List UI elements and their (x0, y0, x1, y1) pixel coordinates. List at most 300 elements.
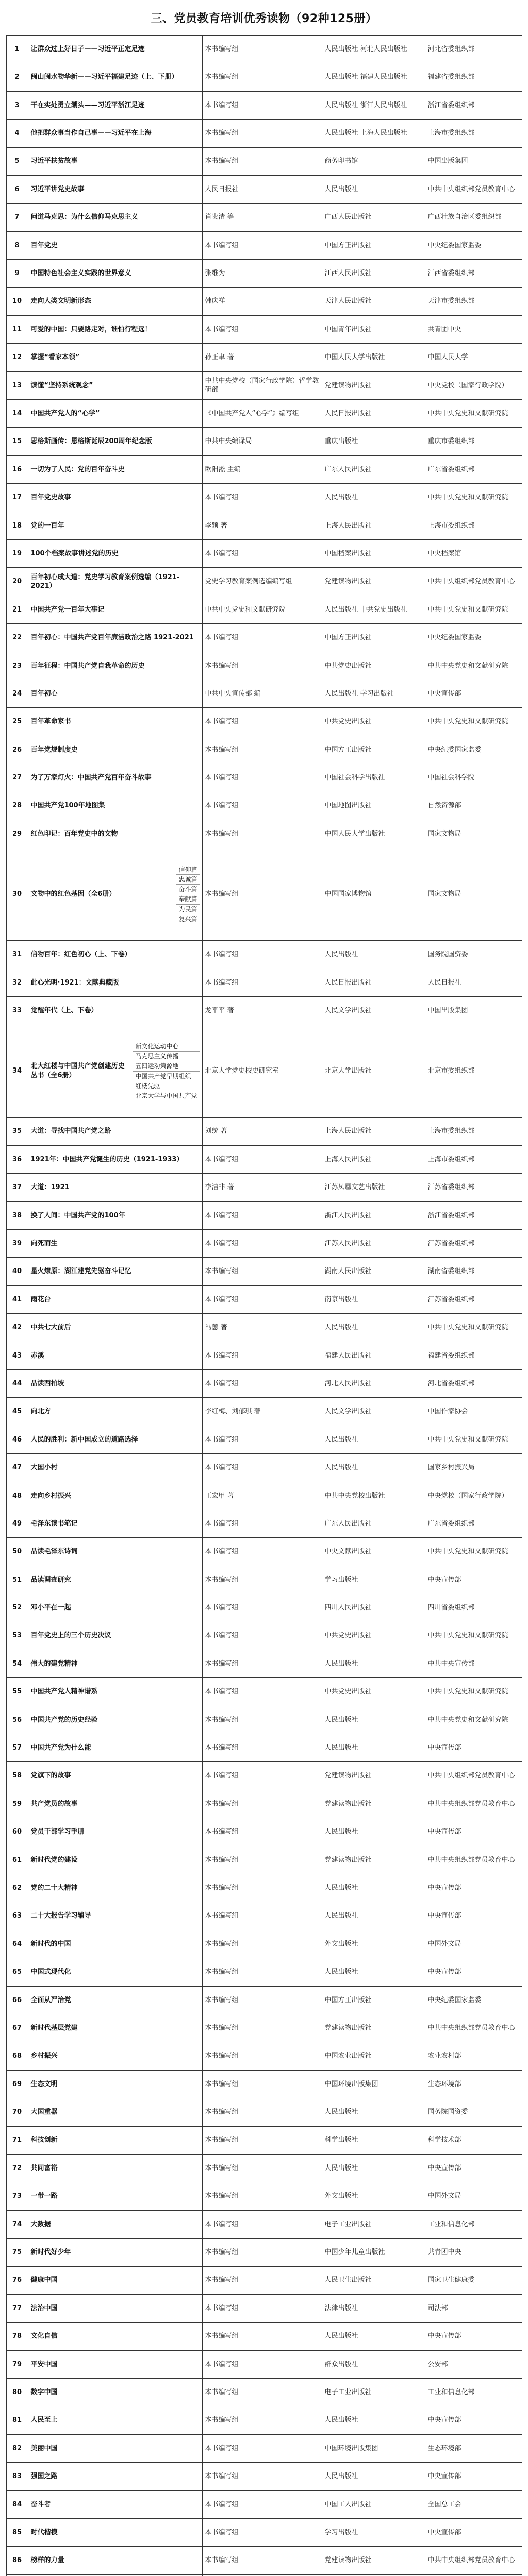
book-publisher: 中国地图出版社 (322, 792, 425, 820)
book-author: 人民日报社 (202, 175, 322, 203)
book-publisher: 人民出版社 (322, 1874, 425, 1902)
row-number: 85 (6, 2519, 28, 2547)
book-title: 时代楷模 (28, 2519, 202, 2547)
row-number: 11 (6, 315, 28, 343)
row-number: 25 (6, 708, 28, 736)
book-title: 党的二十大精神 (28, 1874, 202, 1902)
recommending-org: 中共中央党史和文献研究院 (425, 1538, 522, 1566)
book-author: 本书编写组 (202, 1258, 322, 1285)
book-publisher: 人民出版社 (322, 484, 425, 512)
recommending-org: 中央宣传部 (425, 2463, 522, 2490)
recommending-org: 生态环境部 (425, 2434, 522, 2462)
book-author: 《中国共产党人“心学”》编写组 (202, 400, 322, 428)
row-number: 39 (6, 1230, 28, 1258)
table-row (6, 2042, 522, 2070)
book-publisher: 人民出版社 (322, 1902, 425, 1930)
book-author: 本书编写组 (202, 2042, 322, 2070)
book-title: 健康中国 (28, 2266, 202, 2294)
book-author: 冯蕙 著 (202, 1314, 322, 1342)
book-author: 本书编写组 (202, 36, 322, 63)
recommending-org: 人民日报社 (425, 969, 522, 996)
book-title: 百年征程：中国共产党自我革命的历史 (28, 652, 202, 680)
book-title: 一切为了人民：党的百年奋斗史 (28, 455, 202, 483)
book-author: 本书编写组 (202, 2379, 322, 2406)
book-title: 北大红楼与中国共产党创建历史丛书（全6册） (30, 1062, 125, 1079)
book-title: 中国共产党一百年大事记 (28, 596, 202, 623)
book-title: 党旗下的故事 (28, 1762, 202, 1790)
row-number: 1 (6, 36, 28, 63)
book-publisher: 法律出版社 (322, 2294, 425, 2322)
row-number: 26 (6, 736, 28, 764)
book-title-cell (28, 848, 202, 941)
book-title: 此心光明·1921：文献典藏版 (28, 969, 202, 996)
book-author: 本书编写组 (202, 2014, 322, 2042)
book-author: 本书编写组 (202, 1986, 322, 2014)
recommending-org: 国务院国资委 (425, 941, 522, 969)
recommending-org: 中共中央党史和文献研究院 (425, 1314, 522, 1342)
book-publisher: 人民出版社 (322, 175, 425, 203)
book-author: 中共中央党史和文献研究院 (202, 596, 322, 623)
book-author: 本书编写组 (202, 1958, 322, 1986)
book-author: 本书编写组 (202, 2350, 322, 2378)
volume-title: 北京大学与中国共产党 (135, 1092, 197, 1099)
book-title: 可爱的中国：只要路走对，谁怕行程远！ (28, 315, 202, 343)
table-row (6, 624, 522, 652)
table-row (6, 2490, 522, 2518)
recommending-org: 中央宣传部 (425, 680, 522, 707)
table-row (6, 1025, 522, 1117)
table-row (6, 1426, 522, 1453)
book-publisher: 外文出版社 (322, 2182, 425, 2210)
recommending-org: 中共中央组织部党员教育中心 (425, 2014, 522, 2042)
table-row (6, 455, 522, 483)
row-number: 9 (6, 260, 28, 287)
row-number: 56 (6, 1706, 28, 1734)
row-number: 49 (6, 1510, 28, 1537)
row-number: 50 (6, 1538, 28, 1566)
book-author: 本书编写组 (202, 2154, 322, 2182)
book-title: 生态文明 (28, 2070, 202, 2098)
book-publisher: 江苏凤凰文艺出版社 (322, 1174, 425, 1201)
book-author: 本书编写组 (202, 2182, 322, 2210)
book-author: 本书编写组 (202, 1454, 322, 1482)
row-number: 76 (6, 2266, 28, 2294)
book-title: 百年党规制度史 (28, 736, 202, 764)
table-row (6, 1454, 522, 1482)
book-publisher: 江西人民出版社 (322, 260, 425, 287)
recommending-org: 中共中央党史和文献研究院 (425, 484, 522, 512)
book-author: 本书编写组 (202, 1678, 322, 1706)
table-row (6, 287, 522, 315)
book-author: 本书编写组 (202, 792, 322, 820)
book-author: 中共中央宣传部 编 (202, 680, 322, 707)
recommending-org: 中央宣传部 (425, 2406, 522, 2434)
book-author: 李洁非 著 (202, 1174, 322, 1201)
table-row (6, 1258, 522, 1285)
book-title: 共产党员的故事 (28, 1790, 202, 1818)
row-number: 64 (6, 1930, 28, 1958)
book-publisher: 人民出版社 (322, 2154, 425, 2182)
recommending-org: 中央纪委国家监委 (425, 1986, 522, 2014)
table-row (6, 1370, 522, 1398)
book-author: 本书编写组 (202, 1370, 322, 1398)
recommending-org: 中国作家协会 (425, 1398, 522, 1426)
book-author: 本书编写组 (202, 1201, 322, 1229)
book-author: 本书编写组 (202, 120, 322, 147)
recommending-org: 浙江省委组织部 (425, 91, 522, 119)
reading-list-table (6, 35, 522, 2576)
book-publisher: 群众出版社 (322, 2350, 425, 2378)
recommending-org: 中共中央党史和文献研究院 (425, 1706, 522, 1734)
book-title: 党员干部学习手册 (28, 1818, 202, 1846)
book-author: 本书编写组 (202, 2239, 322, 2266)
book-publisher: 中国青年出版社 (322, 315, 425, 343)
book-author: 本书编写组 (202, 2323, 322, 2350)
row-number: 67 (6, 2014, 28, 2042)
table-row (6, 1874, 522, 1902)
book-title: 百年党史上的三个历史决议 (28, 1622, 202, 1650)
book-title: 赤溪 (28, 1342, 202, 1369)
recommending-org: 湖南省委组织部 (425, 1258, 522, 1285)
table-row (6, 736, 522, 764)
book-publisher: 中国方正出版社 (322, 231, 425, 259)
book-title: 中国特色社会主义实践的世界意义 (28, 260, 202, 287)
row-number: 4 (6, 120, 28, 147)
volume-title: 奉献篇 (176, 894, 199, 904)
book-publisher: 人民出版社 (322, 1958, 425, 1986)
book-publisher: 重庆出版社 (322, 428, 425, 455)
book-author: 本书编写组 (202, 484, 322, 512)
book-publisher: 党建读物出版社 (322, 1762, 425, 1790)
book-title: 新时代好少年 (28, 2239, 202, 2266)
recommending-org: 中央党校（国家行政学院） (425, 371, 522, 399)
book-author: 本书编写组 (202, 1342, 322, 1369)
row-number: 34 (6, 1025, 28, 1117)
book-publisher: 人民出版社 (322, 1314, 425, 1342)
book-author: 本书编写组 (202, 2490, 322, 2518)
book-title: 邓小平在一起 (28, 1594, 202, 1622)
book-title: 二十大报告学习辅导 (28, 1902, 202, 1930)
volume-title: 信仰篇 (176, 865, 199, 875)
recommending-org: 中共中央党史和文献研究院 (425, 400, 522, 428)
recommending-org: 中共中央党史和文献研究院 (425, 708, 522, 736)
row-number: 8 (6, 231, 28, 259)
book-publisher: 电子工业出版社 (322, 2379, 425, 2406)
book-title: 中国式现代化 (28, 1958, 202, 1986)
row-number: 27 (6, 764, 28, 792)
table-row (6, 1846, 522, 1874)
table-row (6, 540, 522, 568)
recommending-org: 国家文物局 (425, 820, 522, 848)
book-publisher: 党建读物出版社 (322, 568, 425, 596)
book-title: 人民的胜利：新中国成立的道路选择 (28, 1426, 202, 1453)
book-publisher: 湖南人民出版社 (322, 1258, 425, 1285)
book-author: 本书编写组 (202, 969, 322, 996)
book-publisher: 党建读物出版社 (322, 371, 425, 399)
book-publisher: 上海人民出版社 (322, 1145, 425, 1173)
row-number: 52 (6, 1594, 28, 1622)
table-row (6, 231, 522, 259)
table-row (6, 652, 522, 680)
table-row (6, 792, 522, 820)
book-title: 百年初心成大道：党史学习教育案例选编（1921-2021） (28, 568, 202, 596)
row-number: 24 (6, 680, 28, 707)
book-author: 本书编写组 (202, 1790, 322, 1818)
row-number: 44 (6, 1370, 28, 1398)
table-row (6, 1314, 522, 1342)
book-title: 数字中国 (28, 2379, 202, 2406)
table-row (6, 1818, 522, 1846)
row-number: 68 (6, 2042, 28, 2070)
recommending-org: 广西壮族自治区委组织部 (425, 204, 522, 231)
row-number: 46 (6, 1426, 28, 1453)
book-title-group (31, 865, 200, 924)
book-author: 本书编写组 (202, 1902, 322, 1930)
book-title: 中国共产党的历史经验 (28, 1706, 202, 1734)
book-publisher: 人民出版社 上海人民出版社 (322, 120, 425, 147)
table-row (6, 1201, 522, 1229)
book-author: 本书编写组 (202, 315, 322, 343)
recommending-org: 中央宣传部 (425, 1818, 522, 1846)
row-number: 45 (6, 1398, 28, 1426)
row-number: 5 (6, 147, 28, 175)
row-number: 12 (6, 344, 28, 371)
book-publisher: 中国国家博物馆 (322, 848, 425, 941)
row-number: 66 (6, 1986, 28, 2014)
reading-list-body (6, 36, 522, 2576)
book-publisher: 中国环境出版集团 (322, 2434, 425, 2462)
table-row (6, 848, 522, 941)
book-title: 习近平讲党史故事 (28, 175, 202, 203)
book-title: 大国小村 (28, 1454, 202, 1482)
row-number: 75 (6, 2239, 28, 2266)
recommending-org: 江苏省委组织部 (425, 1230, 522, 1258)
recommending-org: 中共中央党史和文献研究院 (425, 1426, 522, 1453)
book-publisher: 中共中央党校出版社 (322, 1482, 425, 1510)
page-title: 三、党员教育培训优秀读物（92种125册） (151, 12, 377, 25)
book-publisher: 浙江人民出版社 (322, 1201, 425, 1229)
table-row (6, 2098, 522, 2126)
volume-title: 复兴篇 (178, 915, 197, 923)
recommending-org: 上海市委组织部 (425, 1117, 522, 1145)
table-row (6, 1566, 522, 1594)
book-publisher: 广东人民出版社 (322, 455, 425, 483)
recommending-org: 中央档案馆 (425, 540, 522, 568)
book-publisher: 广东人民出版社 (322, 1510, 425, 1537)
book-author: 本书编写组 (202, 2406, 322, 2434)
table-row (6, 2547, 522, 2574)
book-title: 大数据 (28, 2210, 202, 2238)
table-row (6, 2350, 522, 2378)
book-title: 走向乡村振兴 (28, 1482, 202, 1510)
row-number: 18 (6, 512, 28, 539)
book-author: 李颖 著 (202, 512, 322, 539)
book-publisher: 中共党史出版社 (322, 652, 425, 680)
book-publisher: 中共党史出版社 (322, 708, 425, 736)
book-author: 本书编写组 (202, 848, 322, 941)
book-publisher: 人民出版社 学习出版社 (322, 680, 425, 707)
row-number: 38 (6, 1201, 28, 1229)
table-row (6, 2434, 522, 2462)
recommending-org: 中国人民大学 (425, 344, 522, 371)
table-row (6, 2126, 522, 2154)
book-title: 觉醒年代（上、下卷） (28, 997, 202, 1025)
row-number: 84 (6, 2490, 28, 2518)
volume-title: 奋斗篇 (176, 885, 199, 894)
row-number: 74 (6, 2210, 28, 2238)
recommending-org: 全国总工会 (425, 2490, 522, 2518)
volume-list (133, 1042, 199, 1100)
book-title: 文化自信 (28, 2323, 202, 2350)
row-number: 41 (6, 1285, 28, 1313)
book-publisher: 外文出版社 (322, 1930, 425, 1958)
book-title: 走向人类文明新形态 (28, 287, 202, 315)
row-number: 16 (6, 455, 28, 483)
table-row (6, 2406, 522, 2434)
recommending-org: 中共中央党史和文献研究院 (425, 1622, 522, 1650)
book-publisher: 北京大学出版社 (322, 1025, 425, 1117)
book-title: 中国共产党为什么能 (28, 1734, 202, 1762)
row-number: 21 (6, 596, 28, 623)
book-title: 中国共产党100年地图集 (28, 792, 202, 820)
table-row (6, 1734, 522, 1762)
book-publisher: 中国方正出版社 (322, 736, 425, 764)
recommending-org: 福建省委组织部 (425, 63, 522, 91)
recommending-org: 广东省委组织部 (425, 1510, 522, 1537)
book-title: 人民至上 (28, 2406, 202, 2434)
recommending-org: 科学技术部 (425, 2126, 522, 2154)
book-title: 百年革命家书 (28, 708, 202, 736)
book-author: 党史学习教育案例选编编写组 (202, 568, 322, 596)
book-publisher: 中国人民大学出版社 (322, 344, 425, 371)
recommending-org: 中央宣传部 (425, 1734, 522, 1762)
recommending-org: 江西省委组织部 (425, 260, 522, 287)
book-publisher: 中共党史出版社 (322, 1678, 425, 1706)
book-title: 新时代的中国 (28, 1930, 202, 1958)
book-title: 百年党史 (28, 231, 202, 259)
volume-title: 五四运动策源地 (133, 1061, 199, 1071)
book-publisher: 党建读物出版社 (322, 2547, 425, 2574)
book-title: 伟大的建党精神 (28, 1650, 202, 1677)
book-title: 思格斯画传：恩格斯诞辰200周年纪念版 (28, 428, 202, 455)
row-number: 33 (6, 997, 28, 1025)
book-title: 榜样的力量 (28, 2547, 202, 2574)
volume-title: 忠诚篇 (176, 875, 199, 885)
book-title: 中共七大前后 (28, 1314, 202, 1342)
volume-list (176, 865, 199, 924)
recommending-org: 中央宣传部 (425, 2323, 522, 2350)
table-row (6, 764, 522, 792)
book-author: 张维为 (202, 260, 322, 287)
table-row (6, 1117, 522, 1145)
table-row (6, 941, 522, 969)
table-row (6, 2323, 522, 2350)
book-title: 平安中国 (28, 2350, 202, 2378)
table-row (6, 147, 522, 175)
book-publisher: 中国方正出版社 (322, 624, 425, 652)
recommending-org: 农业农村部 (425, 2042, 522, 2070)
recommending-org: 中央宣传部 (425, 2519, 522, 2547)
book-publisher: 学习出版社 (322, 2519, 425, 2547)
book-publisher: 南京出版社 (322, 1285, 425, 1313)
book-author: 中共中央编译局 (202, 428, 322, 455)
book-publisher: 中国农业出版社 (322, 2042, 425, 2070)
row-number: 86 (6, 2547, 28, 2574)
recommending-org: 上海市委组织部 (425, 1145, 522, 1173)
book-author: 本书编写组 (202, 652, 322, 680)
recommending-org: 中央党校（国家行政学院） (425, 1482, 522, 1510)
book-author: 本书编写组 (202, 2070, 322, 2098)
book-publisher: 人民出版社 (322, 2098, 425, 2126)
row-number: 35 (6, 1117, 28, 1145)
book-publisher: 人民出版社 (322, 2406, 425, 2434)
book-title: 为了万家灯火：中国共产党百年奋斗故事 (28, 764, 202, 792)
book-publisher: 中国人民大学出版社 (322, 820, 425, 848)
recommending-org: 中央宣传部 (425, 1874, 522, 1902)
volume-title: 马克思主义传播 (133, 1052, 199, 1061)
book-publisher: 中国工人出版社 (322, 2490, 425, 2518)
book-publisher: 福建人民出版社 (322, 1342, 425, 1369)
row-number: 59 (6, 1790, 28, 1818)
book-publisher: 中国方正出版社 (322, 1986, 425, 2014)
row-number: 81 (6, 2406, 28, 2434)
recommending-org: 福建省委组织部 (425, 1342, 522, 1369)
recommending-org: 中共中央组织部党员教育中心 (425, 568, 522, 596)
volume-title: 中国共产党早期组织 (133, 1072, 199, 1081)
book-publisher: 人民出版社 (322, 1454, 425, 1482)
book-author: 本书编写组 (202, 1145, 322, 1173)
table-row (6, 91, 522, 119)
recommending-org: 江苏省委组织部 (425, 1285, 522, 1313)
recommending-org: 公安部 (425, 2350, 522, 2378)
row-number: 72 (6, 2154, 28, 2182)
book-author: 本书编写组 (202, 1650, 322, 1677)
book-title: 品读毛泽东诗词 (28, 1538, 202, 1566)
book-title: 新时代基层党建 (28, 2014, 202, 2042)
recommending-org: 司法部 (425, 2294, 522, 2322)
book-publisher: 人民出版社 (322, 1650, 425, 1677)
book-publisher: 四川人民出版社 (322, 1594, 425, 1622)
book-author: 本书编写组 (202, 1594, 322, 1622)
book-publisher: 人民出版社 (322, 1734, 425, 1762)
book-publisher: 中国社会科学出版社 (322, 764, 425, 792)
table-row (6, 1482, 522, 1510)
book-title: 红色印记：百年党史中的文物 (28, 820, 202, 848)
book-author: 王宏甲 著 (202, 1482, 322, 1510)
book-title: 强国之路 (28, 2463, 202, 2490)
book-author: 本书编写组 (202, 2210, 322, 2238)
table-row (6, 1342, 522, 1369)
table-row (6, 1986, 522, 2014)
book-title: 中国共产党人精神谱系 (28, 1678, 202, 1706)
book-author: 孙正聿 著 (202, 344, 322, 371)
table-row (6, 1538, 522, 1566)
recommending-org: 上海市委组织部 (425, 120, 522, 147)
book-author: 本书编写组 (202, 736, 322, 764)
recommending-org: 中国外文局 (425, 1930, 522, 1958)
book-author: 本书编写组 (202, 2434, 322, 2462)
book-title: 干在实处勇立潮头——习近平浙江足迹 (28, 91, 202, 119)
row-number: 15 (6, 428, 28, 455)
recommending-org: 中共中央党史和文献研究院 (425, 652, 522, 680)
book-author: 本书编写组 (202, 231, 322, 259)
book-author: 龙平平 著 (202, 997, 322, 1025)
row-number: 51 (6, 1566, 28, 1594)
book-title: 党的一百年 (28, 512, 202, 539)
recommending-org: 中国出版集团 (425, 997, 522, 1025)
table-row (6, 2266, 522, 2294)
row-number: 20 (6, 568, 28, 596)
